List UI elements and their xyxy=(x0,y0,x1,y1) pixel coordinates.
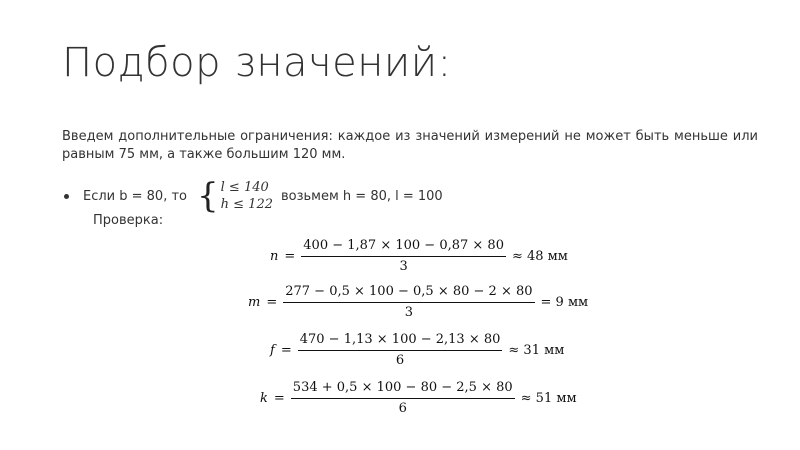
formula-variable: m xyxy=(248,294,261,310)
numerator: 534 + 0,5 × 100 − 80 − 2,5 × 80 xyxy=(291,380,515,399)
formula-k xyxy=(260,378,577,418)
denominator: 3 xyxy=(404,305,414,320)
formula-result: ≈ 51 мм xyxy=(520,390,577,406)
numerator: 470 − 1,13 × 100 − 2,13 × 80 xyxy=(298,332,503,351)
intro-paragraph: Введем дополнительные ограничения: каждое из значений измерений не может быть меньше или равным 75 мм, а также большим 120 мм. xyxy=(62,129,758,162)
bullet-dot-icon xyxy=(64,194,69,199)
inequality-system xyxy=(221,179,273,213)
numerator: 400 − 1,87 × 100 − 0,87 × 80 xyxy=(301,238,506,257)
formula-variable: n xyxy=(270,248,279,264)
formula-variable: f xyxy=(270,342,275,358)
formula-result: = 9 мм xyxy=(540,294,589,310)
formula-result: ≈ 31 мм xyxy=(508,342,565,358)
equals-sign: = xyxy=(280,342,292,358)
fraction xyxy=(298,332,503,368)
left-brace-icon: { xyxy=(197,176,219,216)
bullet-item xyxy=(62,176,443,216)
inequality-h: h ≤ 122 xyxy=(220,197,273,212)
fraction xyxy=(291,380,515,416)
check-label: Проверка: xyxy=(93,213,164,228)
denominator: 6 xyxy=(395,353,405,368)
formula-variable: k xyxy=(260,390,268,406)
slide-title: Подбор значений: xyxy=(62,40,452,86)
denominator: 3 xyxy=(399,259,408,274)
numerator: 277 − 0,5 × 100 − 0,5 × 80 − 2 × 80 xyxy=(283,284,534,303)
bullet-suffix: возьмем h = 80, l = 100 xyxy=(280,188,443,204)
bullet-prefix: Если b = 80, то xyxy=(83,188,187,204)
formula-n xyxy=(270,236,568,276)
formula-result: ≈ 48 мм xyxy=(511,248,568,264)
fraction xyxy=(283,284,534,320)
equals-sign: = xyxy=(284,248,296,264)
inequality-l: l ≤ 140 xyxy=(220,180,269,195)
fraction xyxy=(301,238,506,274)
formula-f xyxy=(270,330,564,370)
denominator: 6 xyxy=(398,401,407,416)
equals-sign: = xyxy=(273,390,285,406)
equals-sign: = xyxy=(266,294,278,310)
formula-m xyxy=(248,282,588,322)
